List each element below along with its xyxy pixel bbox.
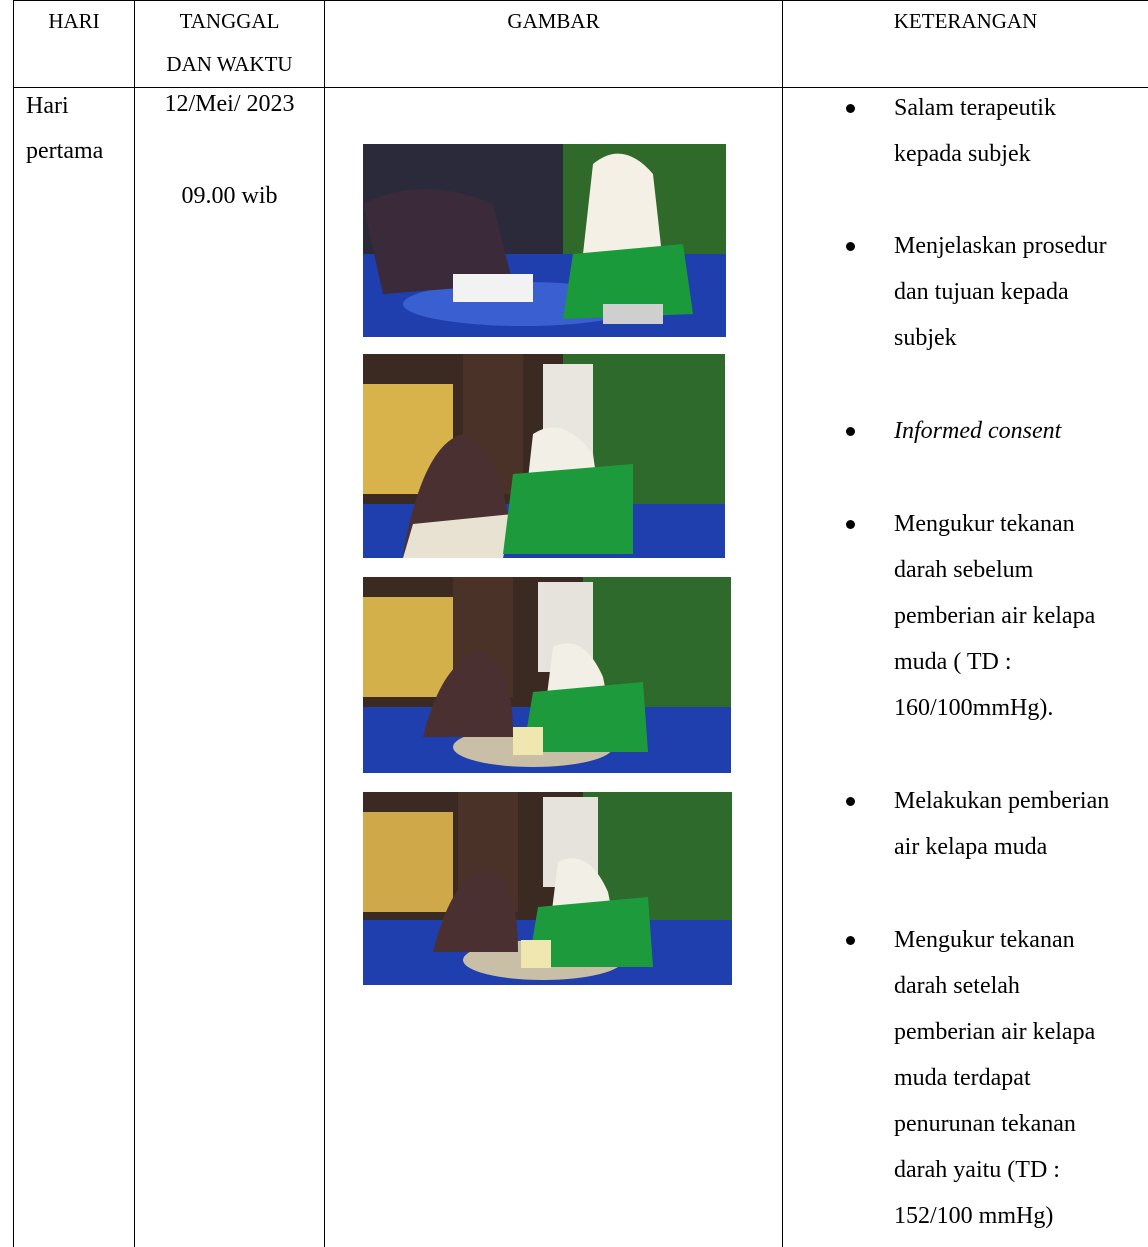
notes-list [840, 85, 1140, 1239]
note-line: Salam terapeutik [894, 95, 1056, 121]
bullet-icon [846, 242, 855, 251]
header-tanggal-line2: DAN WAKTU [166, 52, 293, 76]
note-item [840, 917, 1140, 1239]
note-line: muda terdapat [894, 1065, 1031, 1091]
photo-explaining [363, 354, 725, 558]
note-line: dan tujuan kepada [894, 279, 1069, 305]
note-line: penurunan tekanan [894, 1111, 1076, 1137]
note-line: darah sebelum [894, 557, 1034, 583]
note-line: Mengukur tekanan [894, 927, 1075, 953]
note-line: 160/100mmHg). [894, 695, 1054, 721]
note-line: pemberian air kelapa [894, 1019, 1096, 1045]
header-hari: HARI [48, 9, 100, 33]
bullet-icon [846, 427, 855, 436]
cell-hari [26, 84, 103, 174]
note-item [840, 85, 1140, 177]
photo-greeting [363, 144, 726, 337]
note-line: muda ( TD : [894, 649, 1012, 675]
col-divider-left [13, 0, 14, 1247]
photo-measuring [363, 577, 731, 773]
note-line: pemberian air kelapa [894, 603, 1096, 629]
note-line: subjek [894, 325, 957, 351]
note-line: Melakukan pemberian [894, 788, 1110, 814]
bullet-icon [846, 520, 855, 529]
bullet-icon [846, 797, 855, 806]
col-divider-3 [782, 0, 783, 1247]
photo-giving-coconut-water [363, 792, 732, 985]
note-item [840, 501, 1140, 731]
hari-line2: pertama [26, 138, 104, 164]
note-line: Menjelaskan prosedur [894, 233, 1107, 259]
note-item [840, 778, 1140, 870]
header-tanggal-line1: TANGGAL [179, 9, 280, 33]
bullet-icon [846, 104, 855, 113]
header-keterangan: KETERANGAN [893, 9, 1038, 33]
note-line: darah setelah [894, 973, 1020, 999]
header-tanggal [135, 0, 324, 86]
note-line: 152/100 mmHg) [894, 1203, 1054, 1229]
cell-waktu: 09.00 wib [181, 183, 278, 209]
header-gambar: GAMBAR [507, 9, 600, 33]
note-item [840, 223, 1140, 361]
note-item [840, 408, 1140, 454]
note-line: air kelapa muda [894, 834, 1048, 860]
bullet-icon [846, 936, 855, 945]
note-line: Mengukur tekanan [894, 511, 1075, 537]
hari-line1: Hari [26, 93, 69, 119]
note-line: Informed consent [894, 418, 1062, 444]
cell-tanggal: 12/Mei/ 2023 [164, 91, 295, 117]
note-line: darah yaitu (TD : [894, 1157, 1060, 1183]
note-line: kepada subjek [894, 141, 1031, 167]
col-divider-2 [324, 0, 325, 1247]
